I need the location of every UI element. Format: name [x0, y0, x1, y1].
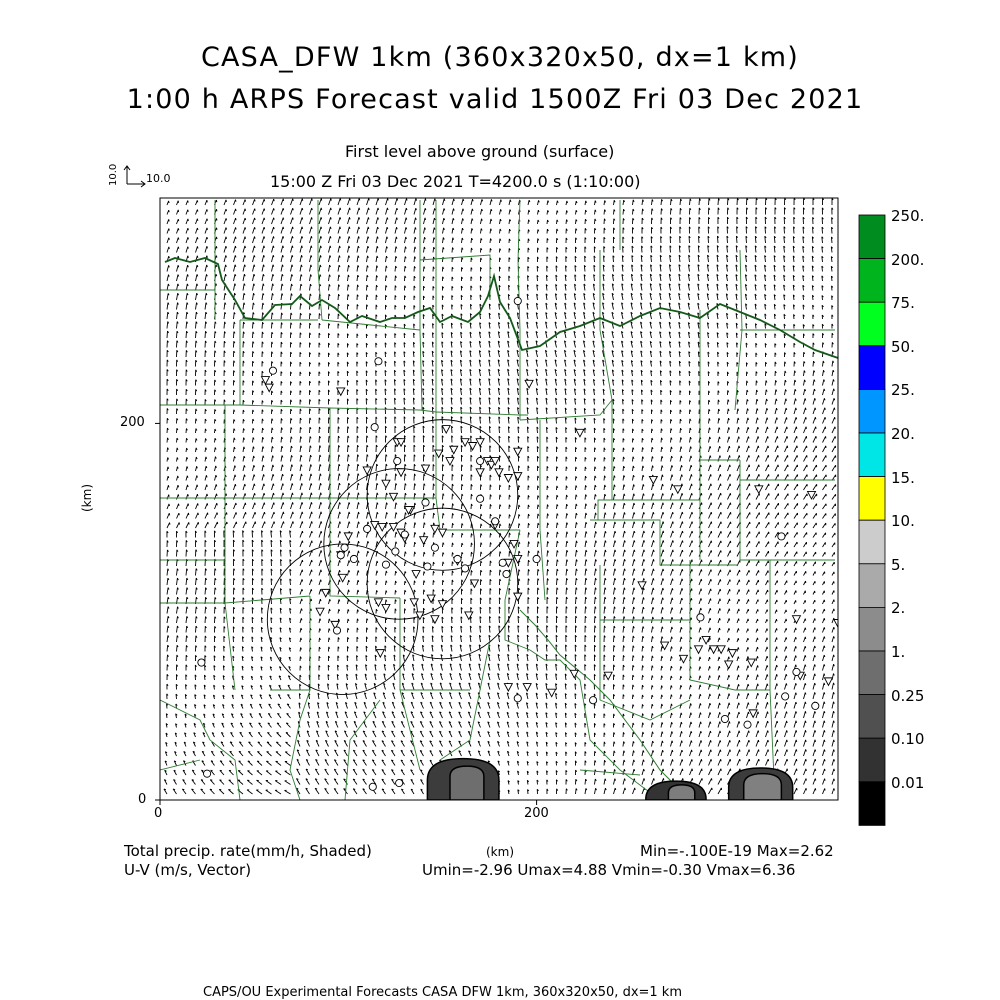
station-circle: [533, 555, 540, 562]
station-circle: [477, 495, 484, 502]
colorbar-label: 15.: [891, 468, 915, 487]
colorbar-swatch: [859, 607, 885, 651]
credit-line: CAPS/OU Experimental Forecasts CASA DFW 1km, 360x320x50, dx=1 km: [203, 985, 683, 1000]
station-circle: [454, 555, 461, 562]
colorbar-swatch: [859, 520, 885, 564]
colorbar-swatch: [859, 215, 885, 259]
field-description-precip: Total precip. rate(mm/h, Shaded): [124, 842, 372, 860]
station-circle: [793, 668, 800, 675]
colorbar-label: 5.: [891, 555, 906, 574]
precip-min-max: Min=-.100E-19 Max=2.62: [640, 842, 834, 860]
precip-cell: [744, 774, 782, 800]
colorbar-label: 200.: [891, 250, 925, 269]
station-circle: [778, 533, 785, 540]
y-axis-label: (km): [80, 483, 94, 512]
station-circle: [364, 525, 371, 532]
station-circle: [514, 297, 521, 304]
colorbar-swatch: [859, 695, 885, 739]
colorbar-swatch: [859, 651, 885, 695]
colorbar-label: 10.: [891, 512, 915, 531]
x-tick-200: 200: [524, 806, 549, 821]
station-circle: [461, 565, 468, 572]
wind-min-max: Umin=-2.96 Umax=4.88 Vmin=-0.30 Vmax=6.36: [422, 861, 796, 879]
colorbar-swatch: [859, 433, 885, 477]
colorbar-label: 0.25: [891, 686, 925, 705]
colorbar-swatch: [859, 389, 885, 433]
station-circle: [371, 424, 378, 431]
station-circle: [341, 544, 348, 551]
station-circle: [499, 559, 506, 566]
station-circle: [477, 457, 484, 464]
colorbar-label: 75.: [891, 294, 915, 313]
colorbar-swatch: [859, 477, 885, 521]
colorbar-label: 25.: [891, 381, 915, 400]
colorbar-swatch: [859, 564, 885, 608]
vector-key-arrow: [124, 166, 145, 187]
colorbar: [859, 215, 885, 825]
colorbar-label: 20.: [891, 425, 915, 443]
station-circle: [375, 358, 382, 365]
colorbar-label: 50.: [891, 337, 915, 356]
colorbar-swatch: [859, 302, 885, 346]
station-circle: [589, 697, 596, 704]
station-circle: [382, 561, 389, 568]
colorbar-label: 0.01: [891, 773, 925, 792]
station-circle: [269, 367, 276, 374]
station-circle: [369, 783, 376, 790]
station-circle: [431, 544, 438, 551]
y-tick-200: 200: [120, 415, 145, 430]
precip-cell: [450, 766, 484, 800]
colorbar-label: 0.10: [891, 730, 925, 749]
station-circle: [744, 721, 751, 728]
station-circle: [503, 570, 510, 577]
station-circle: [392, 548, 399, 555]
title-line2: 1:00 h ARPS Forecast valid 1500Z Fri 03 Dec 2021: [126, 84, 864, 115]
colorbar-swatch: [859, 782, 885, 826]
precip-cell: [668, 785, 694, 800]
colorbar-swatch: [859, 259, 885, 303]
station-circle: [350, 555, 357, 562]
colorbar-swatch: [859, 346, 885, 390]
y-tick-0: 0: [138, 792, 147, 807]
vector-key-vertical-label: 10.0: [108, 163, 119, 186]
colorbar-label: 250.: [891, 207, 925, 225]
colorbar-label: 2.: [891, 599, 906, 618]
field-description-wind: U-V (m/s, Vector): [124, 861, 252, 879]
station-circle: [333, 627, 340, 634]
station-circle: [514, 695, 521, 702]
colorbar-label: 1.: [891, 643, 906, 661]
title-line1: CASA_DFW 1km (360x320x50, dx=1 km): [200, 42, 800, 73]
level-description: First level above ground (surface): [345, 142, 615, 161]
station-circle: [401, 531, 408, 538]
x-axis-label: (km): [486, 845, 515, 859]
station-circle: [422, 499, 429, 506]
station-circle: [697, 614, 704, 621]
station-circle: [721, 715, 728, 722]
station-circle: [492, 518, 499, 525]
station-circle: [424, 563, 431, 570]
station-circle: [812, 702, 819, 709]
station-circle: [396, 779, 403, 786]
station-circle: [337, 552, 344, 559]
vector-key-horizontal-label: 10.0: [146, 172, 171, 185]
time-info: 15:00 Z Fri 03 Dec 2021 T=4200.0 s (1:10:00): [270, 172, 641, 191]
colorbar-swatch: [859, 738, 885, 782]
station-circle: [394, 457, 401, 464]
station-circle: [198, 659, 205, 666]
station-circle: [782, 693, 789, 700]
x-tick-0: 0: [154, 806, 163, 821]
station-circle: [203, 770, 210, 777]
